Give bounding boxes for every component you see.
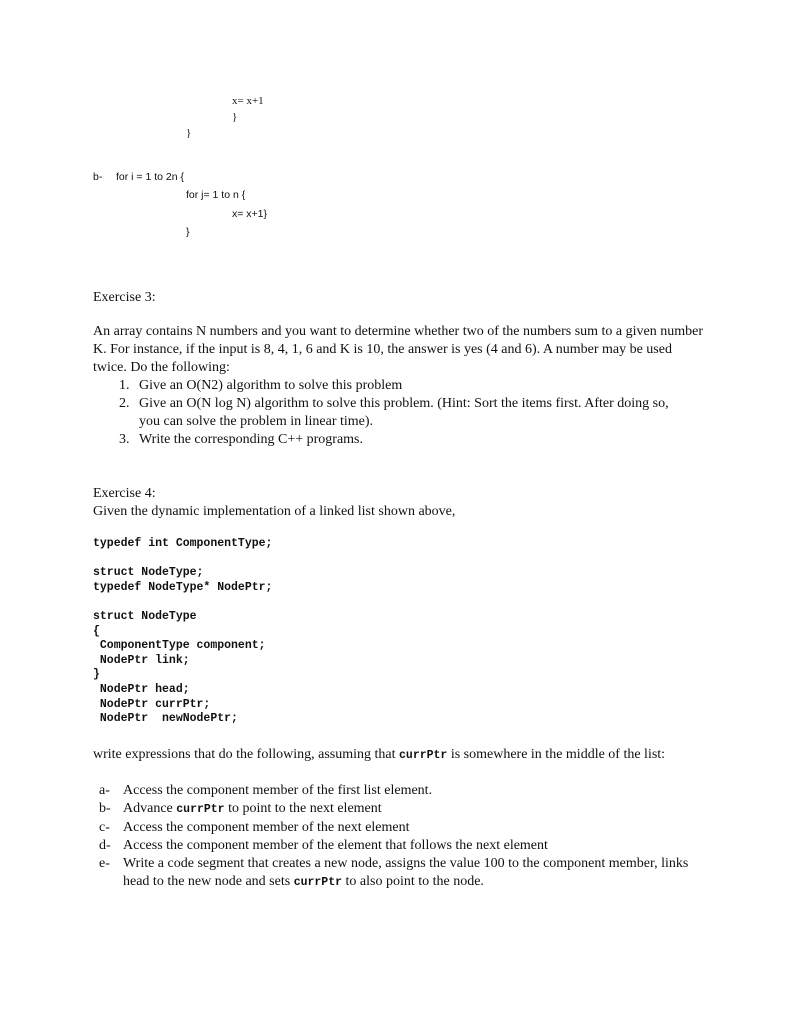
code-line: struct NodeType bbox=[93, 610, 197, 623]
code-line-brace-outer: } bbox=[186, 127, 192, 139]
exercise4-intro: Given the dynamic implementation of a linked list shown above, bbox=[93, 504, 456, 519]
fragment-b-close: } bbox=[186, 226, 190, 238]
list-item: 3. Write the corresponding C++ programs. bbox=[119, 432, 364, 447]
inline-code: currPtr bbox=[176, 803, 225, 816]
code-line: struct NodeType; bbox=[93, 566, 204, 579]
code-line: NodePtr newNodePtr; bbox=[93, 712, 238, 726]
exercise4-question: write expressions that do the following, assuming that currPtr is somewhere in the middle of the list: bbox=[93, 747, 666, 762]
inline-code: currPtr bbox=[293, 876, 342, 889]
code-line-brace-inner: } bbox=[232, 111, 238, 123]
exercise4-title: Exercise 4: bbox=[93, 486, 156, 501]
code-line: NodePtr link; bbox=[93, 653, 190, 667]
inline-code: currPtr bbox=[399, 749, 448, 762]
code-block-forward-decl bbox=[93, 566, 272, 595]
code-line: NodePtr head; bbox=[93, 682, 190, 696]
exercise3-title: Exercise 3: bbox=[93, 290, 156, 305]
exercise3-list bbox=[93, 377, 693, 449]
list-item: a- Access the component member of the first list element. bbox=[99, 783, 433, 798]
exercise4-list bbox=[93, 782, 693, 892]
code-block-struct bbox=[93, 610, 266, 727]
code-line-increment: x= x+1 bbox=[232, 95, 264, 107]
fragment-b-body: x= x+1} bbox=[232, 208, 268, 220]
code-line: ComponentType component; bbox=[93, 639, 266, 653]
list-item: 2. Give an O(N log N) algorithm to solve this problem. (Hint: Sort the items first. After doing so, you can solve the problem in linear time). bbox=[119, 396, 669, 429]
code-line: { bbox=[93, 624, 100, 638]
list-item: d- Access the component member of the element that follows the next element bbox=[99, 838, 548, 853]
list-item: c- Access the component member of the next element bbox=[99, 820, 410, 835]
exercise3-paragraph: An array contains N numbers and you want to determine whether two of the numbers sum to a given number K. For instance, if the input is 8, 4, 1, 6 and K is 10, the answer is yes (4 and 6). A number may be used twice. Do the following: bbox=[93, 324, 704, 375]
code-line: } bbox=[93, 668, 100, 682]
fragment-b-inner-loop: for j= 1 to n { bbox=[186, 189, 246, 201]
code-line: typedef NodeType* NodePtr; bbox=[93, 580, 273, 594]
list-item: e- Write a code segment that creates a new node, assigns the value 100 to the component member, links head to the new node and sets currPtr to also point to the node. bbox=[99, 856, 689, 889]
code-line: NodePtr currPtr; bbox=[93, 697, 211, 711]
code-block-typedef bbox=[93, 537, 272, 552]
fragment-b-outer-loop: for i = 1 to 2n { bbox=[116, 171, 185, 183]
list-item: b- Advance currPtr to point to the next element bbox=[99, 801, 382, 816]
fragment-b-label: b- bbox=[93, 171, 103, 183]
list-item: 1. Give an O(N2) algorithm to solve this problem bbox=[119, 378, 403, 393]
code-line: typedef int ComponentType; bbox=[93, 537, 273, 550]
